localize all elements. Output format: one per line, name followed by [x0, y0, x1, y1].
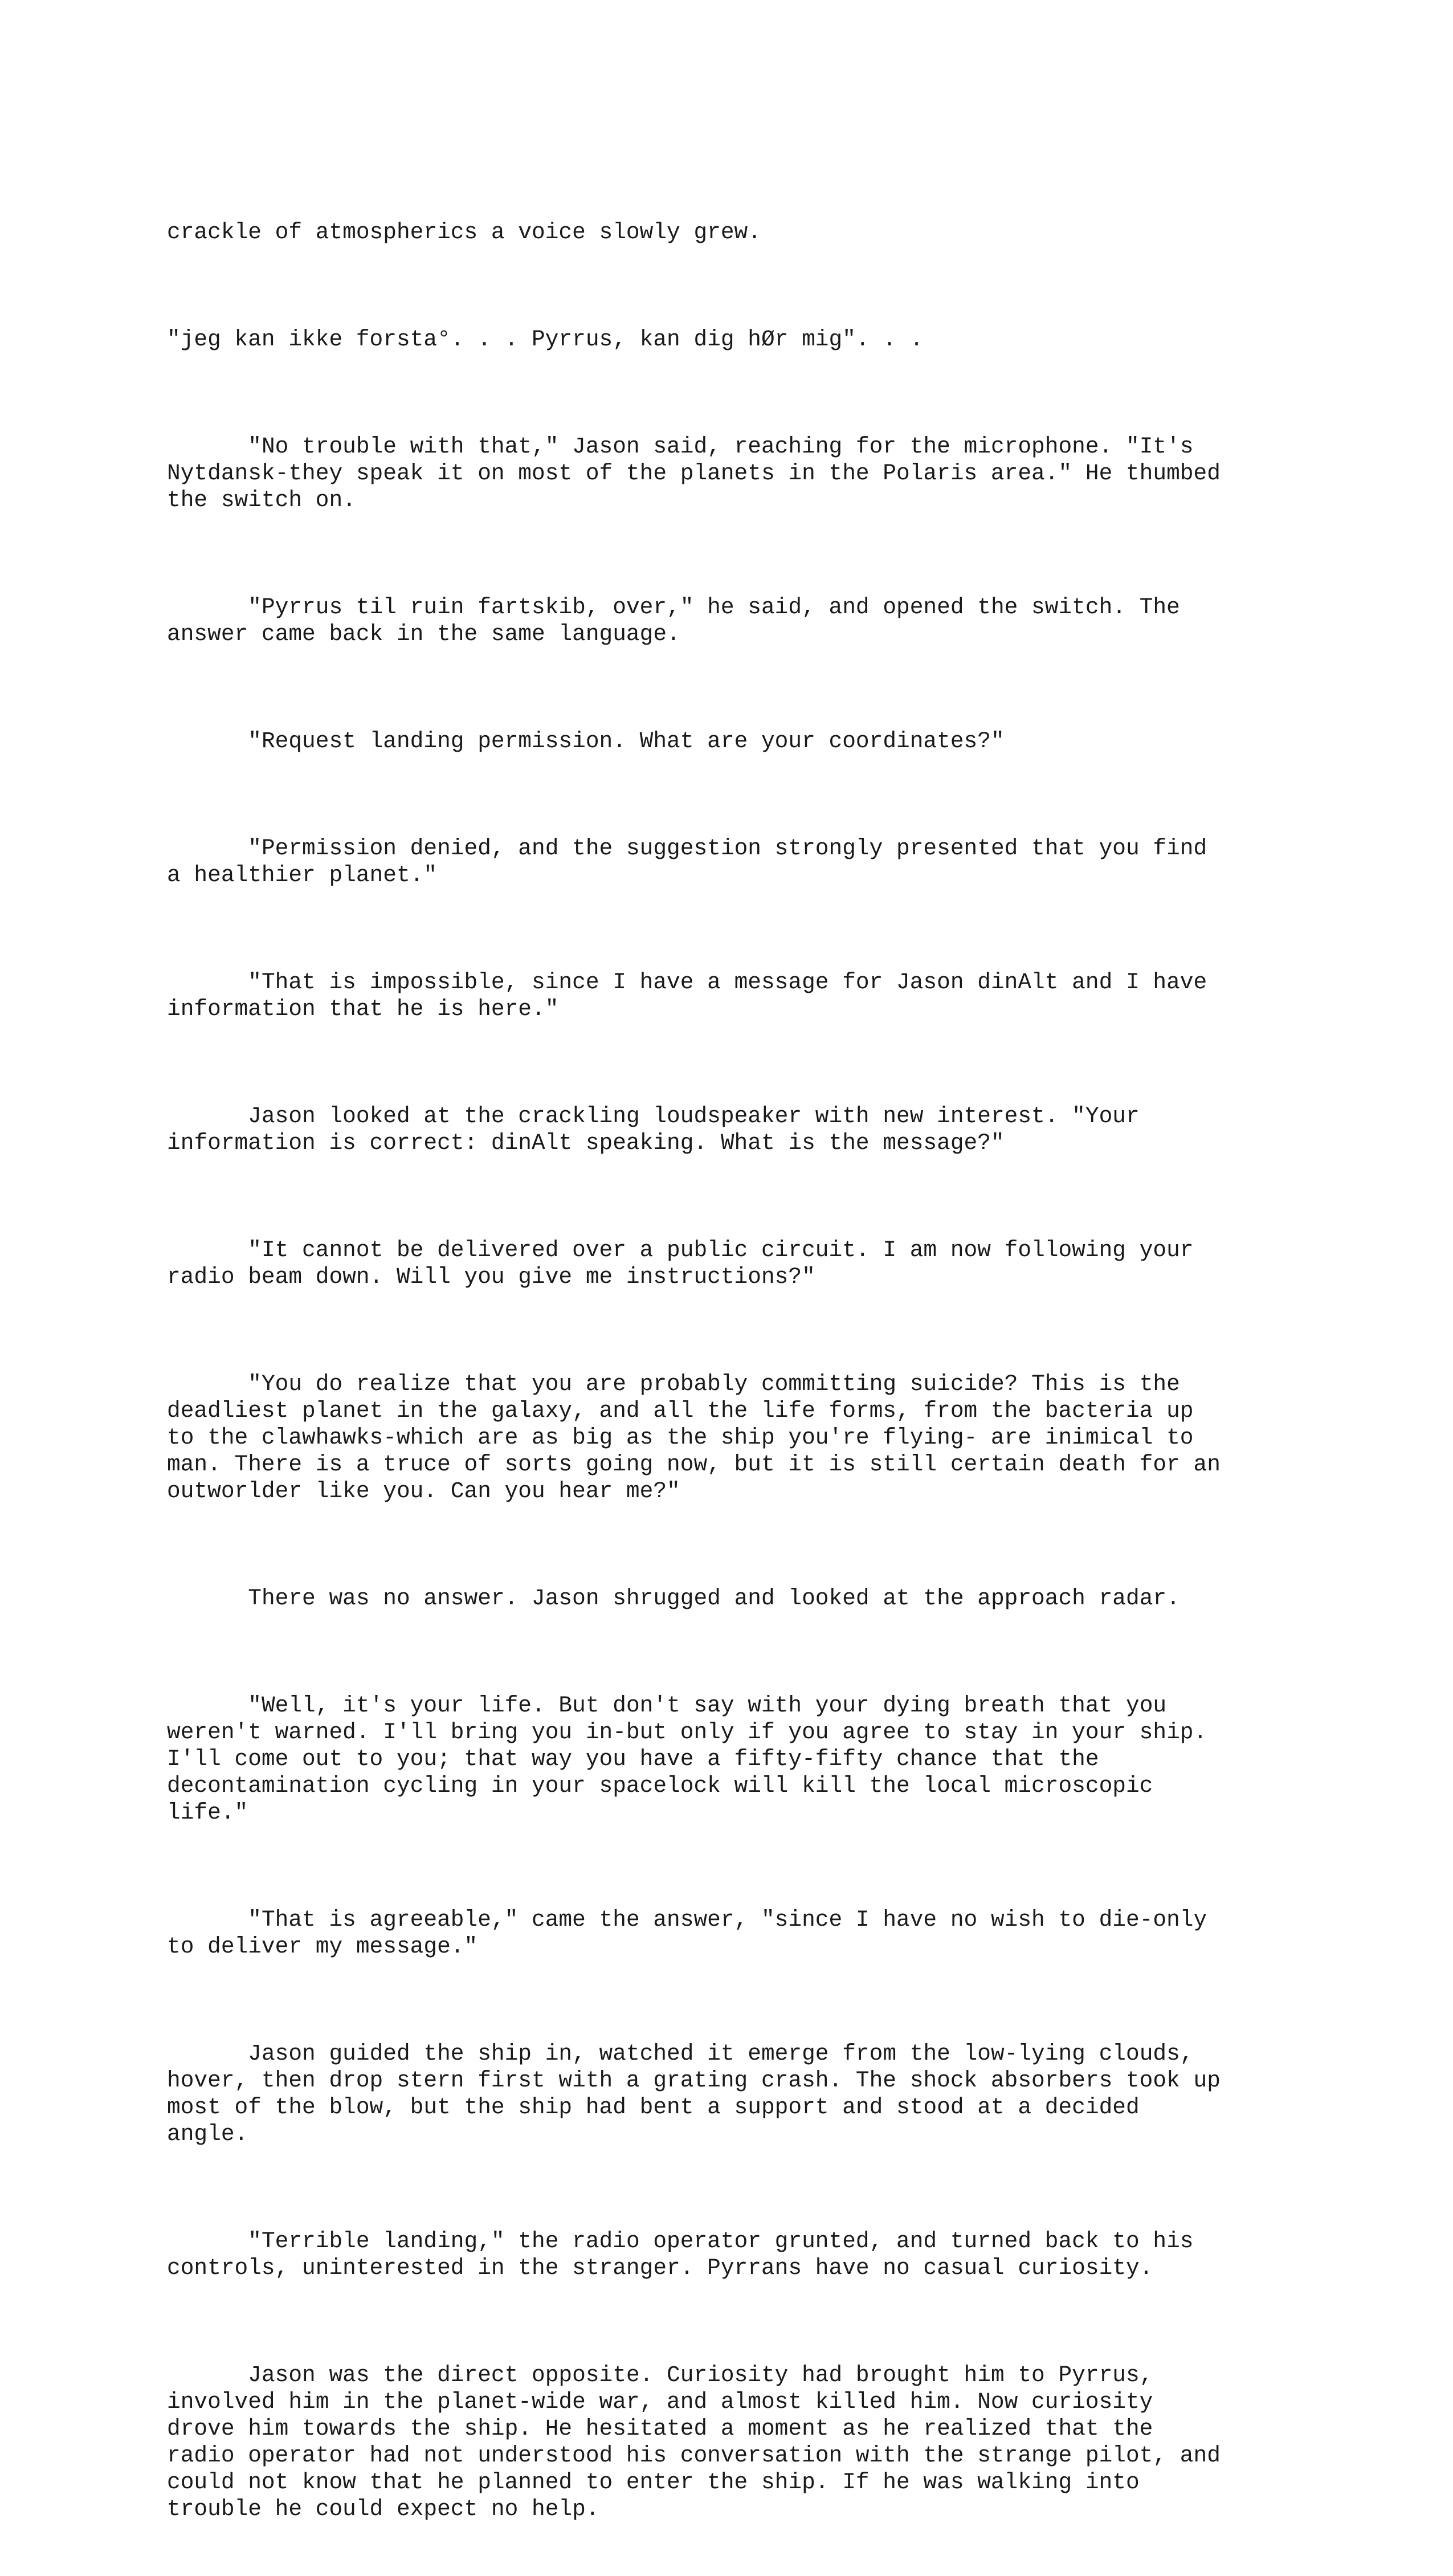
paragraph: "Terrible landing," the radio operator grunted, and turned back to his controls, uninterested in the stranger. Pyrrans have no casual curiosity. [167, 2228, 1194, 2281]
paragraph: "It cannot be delivered over a public circuit. I am now following your radio beam down. Will you give me instructions?" [167, 1237, 1194, 1290]
paragraph: "That is agreeable," came the answer, "since I have no wish to die-only to deliver my message." [167, 1907, 1207, 1959]
paragraph: crackle of atmospherics a voice slowly grew. [167, 219, 761, 245]
paragraph: "No trouble with that," Jason said, reaching for the microphone. "It's Nytdansk-they speak it on most of the planets in the Polaris area." He thumbed the switch on. [167, 434, 1221, 513]
paragraph: There was no answer. Jason shrugged and looked at the approach radar. [167, 1585, 1180, 1611]
paragraph: Jason guided the ship in, watched it emerge from the low-lying clouds, hover, then drop stern first with a grating crash. The shock absorbers took up most of the blow, but the ship had bent a support and stood at a decided angle. [167, 2041, 1221, 2147]
paragraph: "Request landing permission. What are your coordinates?" [167, 728, 1005, 754]
paragraph: "You do realize that you are probably committing suicide? This is the deadliest planet in the galaxy, and all the life forms, from the bacteria up to the clawhawks-which are as big as the ship you're flying- are inimical to man. There is a truce of sorts going now, but it is still certain death for an outworlder like you. Can you hear me?" [167, 1371, 1221, 1504]
paragraph: "Well, it's your life. But don't say with your dying breath that you weren't warned. I'll bring you in-but only if you agree to stay in your ship. I'll come out to you; that way you have a fifty-fifty chance that the decontamination cycling in your spacelock will kill the local microscopic life." [167, 1693, 1207, 1825]
paragraph: "jeg kan ikke forsta°. . . Pyrrus, kan dig hØr mig". . . [167, 327, 924, 352]
paragraph: "That is impossible, since I have a message for Jason dinAlt and I have information that he is here." [167, 969, 1207, 1022]
paragraph: "Pyrrus til ruin fartskib, over," he said, and opened the switch. The answer came back in the same language. [167, 594, 1180, 647]
paragraph: Jason was the direct opposite. Curiosity had brought him to Pyrrus, involved him in the planet-wide war, and almost killed him. Now curiosity drove him towards the ship. He hesitated a moment as he realized that the radio operator had not understood his conversation with the strange pilot, and could not know that he planned to enter the ship. If he was walking into trouble he could expect no help. [167, 2362, 1221, 2522]
paragraph: "Permission denied, and the suggestion strongly presented that you find a healthier planet." [167, 835, 1207, 888]
document-page [167, 165, 1289, 2576]
paragraph: Jason looked at the crackling loudspeaker with new interest. "Your information is correct: dinAlt speaking. What is the message?" [167, 1103, 1140, 1156]
